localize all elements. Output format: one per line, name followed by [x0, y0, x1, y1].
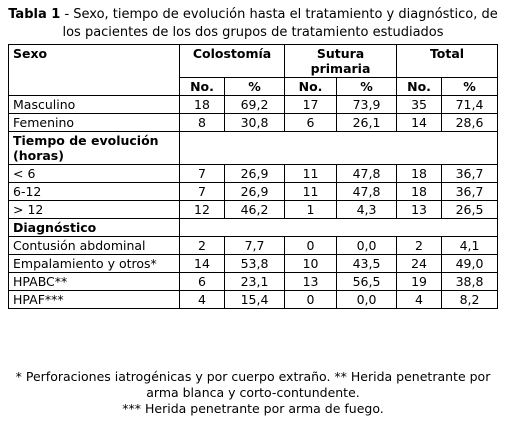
cell: 36,7: [442, 183, 498, 201]
cell: 26,9: [225, 165, 285, 183]
cell: 0,0: [337, 291, 397, 309]
table-row: [9, 165, 498, 183]
cell: 18: [180, 96, 225, 114]
row-label: Contusión abdominal: [9, 237, 180, 255]
table-row: [9, 114, 498, 132]
cell: 43,5: [337, 255, 397, 273]
cell: 47,8: [337, 183, 397, 201]
footnote-line: *** Herida penetrante por arma de fuego.: [122, 401, 384, 416]
table-row: [9, 96, 498, 114]
section-header-tiempo: Tiempo de evolución (horas): [9, 132, 180, 165]
cell: 7: [180, 183, 225, 201]
cell: 0: [285, 237, 337, 255]
cell: 4: [397, 291, 442, 309]
table-row: [9, 237, 498, 255]
section-header-diagnostico: Diagnóstico: [9, 219, 180, 237]
cell: 69,2: [225, 96, 285, 114]
table-footnotes: [4, 369, 502, 417]
caption-text: - Sexo, tiempo de evolución hasta el tratamiento y diagnóstico, de los pacientes de los dos grupos de tratamiento estudiados: [60, 7, 498, 40]
cell: 49,0: [442, 255, 498, 273]
section-header-row: [9, 132, 498, 165]
subheader-no: No.: [397, 78, 442, 96]
subheader-percent: %: [225, 78, 285, 96]
row-label: HPABC**: [9, 273, 180, 291]
cell: 30,8: [225, 114, 285, 132]
row-label: 6-12: [9, 183, 180, 201]
cell: 26,5: [442, 201, 498, 219]
table-row: [9, 255, 498, 273]
table-number: Tabla 1: [8, 7, 61, 22]
table-row: [9, 291, 498, 309]
cell: 13: [285, 273, 337, 291]
cell: 0: [285, 291, 337, 309]
cell: 56,5: [337, 273, 397, 291]
cell: 4: [180, 291, 225, 309]
section-header-empty: [180, 132, 498, 165]
cell: 13: [397, 201, 442, 219]
cell: 26,1: [337, 114, 397, 132]
cell: 28,6: [442, 114, 498, 132]
data-table: [8, 44, 498, 309]
cell: 1: [285, 201, 337, 219]
cell: 8: [180, 114, 225, 132]
cell: 23,1: [225, 273, 285, 291]
cell: 26,9: [225, 183, 285, 201]
header-total: Total: [397, 45, 498, 78]
cell: 7,7: [225, 237, 285, 255]
cell: 47,8: [337, 165, 397, 183]
cell: 2: [180, 237, 225, 255]
header-row: [9, 45, 498, 78]
table-caption: [6, 6, 500, 42]
cell: 38,8: [442, 273, 498, 291]
cell: 11: [285, 165, 337, 183]
cell: 24: [397, 255, 442, 273]
cell: 11: [285, 183, 337, 201]
row-label: > 12: [9, 201, 180, 219]
cell: 17: [285, 96, 337, 114]
row-label: HPAF***: [9, 291, 180, 309]
footnote-line: * Perforaciones iatrogénicas y por cuerpo extraño. ** Herida penetrante por arma blanca y corto-contundente.: [15, 369, 491, 400]
cell: 14: [180, 255, 225, 273]
table-row: [9, 201, 498, 219]
cell: 7: [180, 165, 225, 183]
cell: 15,4: [225, 291, 285, 309]
cell: 10: [285, 255, 337, 273]
subheader-no: No.: [285, 78, 337, 96]
header-sutura-primaria: Sutura primaria: [285, 45, 397, 78]
cell: 19: [397, 273, 442, 291]
table-row: [9, 183, 498, 201]
section-header-empty: [180, 219, 498, 237]
cell: 8,2: [442, 291, 498, 309]
cell: 0,0: [337, 237, 397, 255]
cell: 46,2: [225, 201, 285, 219]
cell: 73,9: [337, 96, 397, 114]
header-colostomia: Colostomía: [180, 45, 285, 78]
cell: 2: [397, 237, 442, 255]
subheader-no: No.: [180, 78, 225, 96]
cell: 18: [397, 183, 442, 201]
cell: 12: [180, 201, 225, 219]
cell: 6: [285, 114, 337, 132]
row-label: Masculino: [9, 96, 180, 114]
cell: 36,7: [442, 165, 498, 183]
row-label: < 6: [9, 165, 180, 183]
cell: 4,3: [337, 201, 397, 219]
section-header-row: [9, 219, 498, 237]
cell: 35: [397, 96, 442, 114]
cell: 4,1: [442, 237, 498, 255]
header-sexo: Sexo: [9, 45, 180, 96]
cell: 18: [397, 165, 442, 183]
subheader-percent: %: [442, 78, 498, 96]
cell: 53,8: [225, 255, 285, 273]
row-label: Empalamiento y otros*: [9, 255, 180, 273]
cell: 14: [397, 114, 442, 132]
table-row: [9, 273, 498, 291]
row-label: Femenino: [9, 114, 180, 132]
cell: 6: [180, 273, 225, 291]
subheader-percent: %: [337, 78, 397, 96]
cell: 71,4: [442, 96, 498, 114]
